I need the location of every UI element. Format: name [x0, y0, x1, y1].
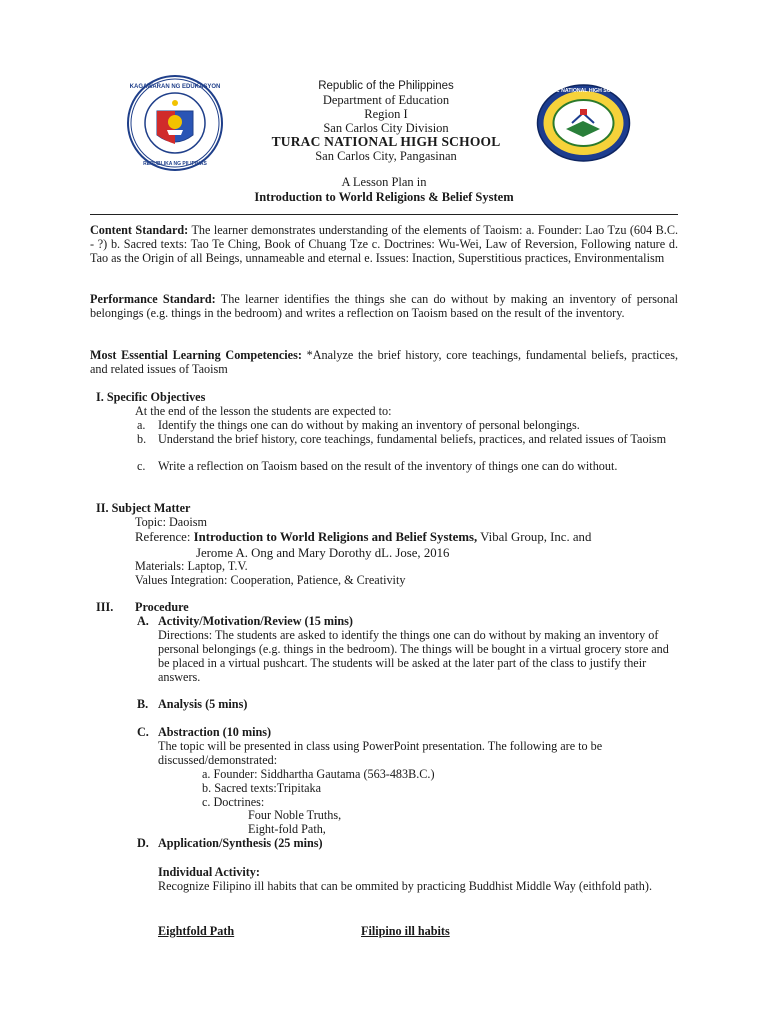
materials-line: Materials: Laptop, T.V.	[135, 559, 248, 573]
objective-b-letter: b.	[137, 432, 147, 446]
step-d-title: Application/Synthesis (25 mins)	[158, 836, 323, 850]
content-standard	[90, 223, 678, 265]
step-a-title: Activity/Motivation/Review (15 mins)	[158, 614, 353, 628]
melc	[90, 348, 678, 376]
objectives-heading: I. Specific Objectives	[96, 390, 206, 404]
individual-activity-label: Individual Activity:	[158, 865, 260, 879]
abstraction-item-texts: b. Sacred texts:Tripitaka	[202, 781, 322, 795]
procedure-number: III.	[96, 600, 114, 614]
reference-title: Introduction to World Religions and Belief Systems,	[193, 530, 478, 544]
step-d-label: D.	[137, 836, 149, 850]
objective-c-letter: c.	[137, 459, 146, 473]
abstraction-item-doctrines: c. Doctrines:	[202, 795, 265, 809]
column-eightfold-path: Eightfold Path	[158, 924, 235, 938]
content-standard-text: The learner demonstrates understanding of the elements of Taoism: a. Founder: Lao Tzu (604 B.C. - ?) b. Sacred texts: Tao Te Ching, Book of Chuang Tze c. Doctrines: Wu-Wei, Law of Reversion, Following nature d. Tao as the Origin of all Beings, unnameable and eternal e. Issues: Inaction, Superstitious practices, Environmentalism	[90, 223, 678, 265]
header-divider	[90, 214, 678, 215]
step-c-title: Abstraction (10 mins)	[158, 725, 272, 739]
school-seal-text: TURAC NATIONAL HIGH SCHOOL	[541, 88, 626, 94]
individual-activity-text: Recognize Filipino ill habits that can be ommited by practicing Buddhist Middle Way (eithfold path).	[158, 879, 652, 893]
step-a-text: Directions: The students are asked to identify the things one can do without by making an inventory of personal belongings (e.g. things in the bedroom). The things will be bought in a virtual grocery store and be placed in a virtual pushcart. The students will be asked at the later part of the class to justify their answers.	[158, 628, 669, 684]
reference-authors: Jerome A. Ong and Mary Dorothy dL. Jose, 2016	[196, 546, 450, 560]
column-filipino-ill-habits: Filipino ill habits	[361, 924, 450, 938]
division-line: San Carlos City Division	[323, 121, 449, 135]
melc-label: Most Essential Learning Competencies:	[90, 348, 302, 362]
school-name: TURAC NATIONAL HIGH SCHOOL	[271, 134, 501, 149]
objective-a-letter: a.	[137, 418, 146, 432]
step-c-label: C.	[137, 725, 149, 739]
step-b-label: B.	[137, 697, 149, 711]
objective-a-text: Identify the things one can do without by making an inventory of personal belongings.	[158, 418, 580, 432]
doctrine-eightfold-path: Eight-fold Path,	[248, 822, 326, 836]
performance-standard	[90, 292, 678, 320]
step-b-title: Analysis (5 mins)	[158, 697, 248, 711]
subject-matter-heading: II. Subject Matter	[96, 501, 191, 515]
topic-line: Topic: Daoism	[135, 515, 207, 529]
procedure-heading: Procedure	[135, 600, 189, 614]
melc-text: *Analyze the brief history, core teachings, fundamental beliefs, practices, and related issues of Taoism	[90, 348, 678, 376]
abstraction-item-founder: a. Founder: Siddhartha Gautama (563-483B.C.)	[202, 767, 435, 781]
lesson-title-block	[150, 175, 618, 205]
reference-label: Reference:	[135, 530, 194, 544]
performance-standard-text: The learner identifies the things she can do without by making an inventory of personal belongings (e.g. things in the bedroom) and writes a reflection on Taoism based on the result of the inventory.	[90, 292, 678, 320]
department-line: Department of Education	[322, 93, 450, 107]
values-line: Values Integration: Cooperation, Patience, & Creativity	[135, 573, 406, 587]
objective-b-text: Understand the brief history, core teachings, fundamental beliefs, practices, and related issues of Taoism	[158, 432, 667, 446]
performance-standard-label: Performance Standard:	[90, 292, 216, 306]
region-line: Region I	[364, 107, 408, 121]
content-standard-label: Content Standard:	[90, 223, 189, 237]
address-line: San Carlos City, Pangasinan	[315, 149, 457, 163]
step-a-label: A.	[137, 614, 149, 628]
lesson-plan-label: A Lesson Plan in	[341, 175, 427, 189]
step-c-text: The topic will be presented in class using PowerPoint presentation. The following are to be discussed/demonstrated:	[158, 739, 603, 767]
doctrine-four-noble-truths: Four Noble Truths,	[248, 808, 342, 822]
objective-c-text: Write a reflection on Taoism based on the result of the inventory of things one can do without.	[158, 459, 618, 473]
deped-seal-bottom-text: REPUBLIKA NG PILIPINAS	[143, 161, 207, 167]
republic-line: Republic of the Philippines	[318, 80, 454, 92]
letterhead	[200, 79, 572, 163]
lesson-subject-title: Introduction to World Religions & Belief System	[254, 190, 514, 204]
deped-seal-text: KAGAWARAN NG EDUKASYON	[129, 84, 221, 90]
objectives-intro: At the end of the lesson the students are expected to:	[135, 404, 392, 418]
reference-publisher: Vibal Group, Inc. and	[477, 530, 592, 544]
reference-line	[135, 529, 591, 545]
